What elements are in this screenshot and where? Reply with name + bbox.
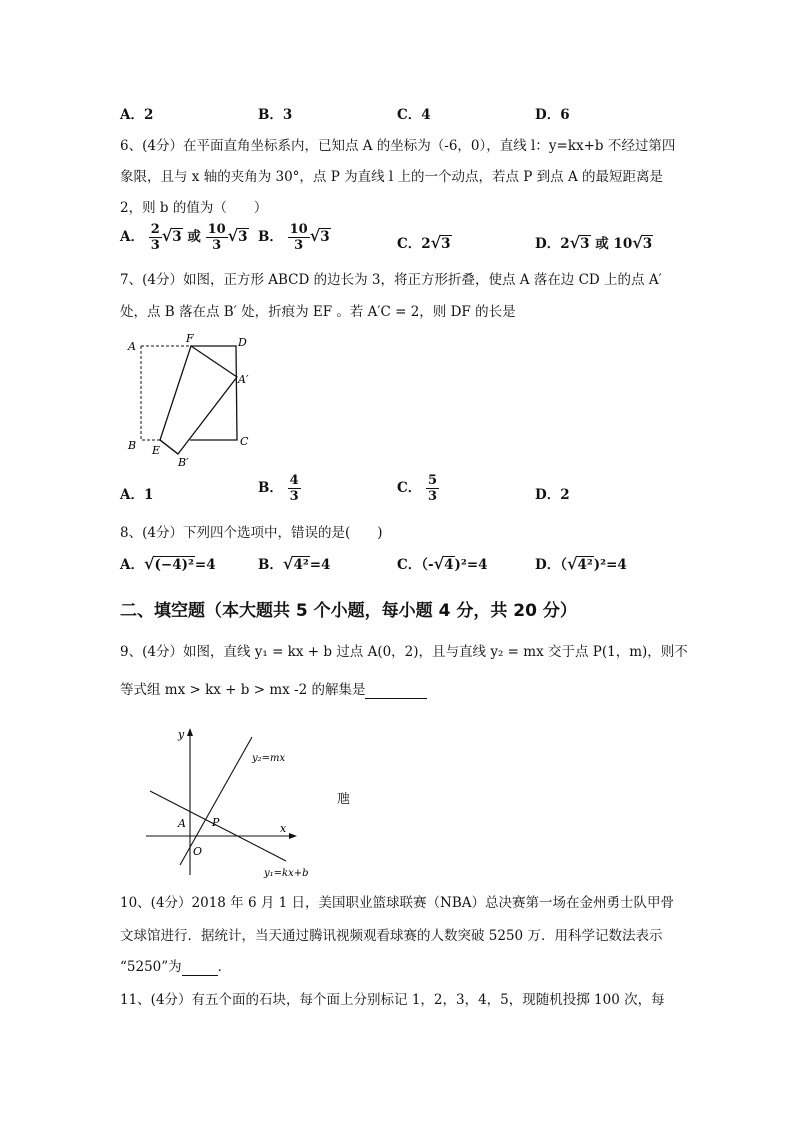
label-y2-eq: y₂=mx	[252, 753, 286, 764]
label-x: x	[280, 822, 287, 835]
answer-blank	[182, 959, 218, 976]
q8-option-d-label: D．（	[535, 557, 567, 573]
sqrt-icon: √	[227, 226, 239, 245]
q7-option-c	[397, 473, 439, 504]
q7-option-c-label: C．	[397, 480, 422, 496]
dashed-left-edge	[141, 346, 160, 440]
fraction: $\frac{5}{3}$	[427, 473, 437, 504]
sqrt-icon: √	[309, 226, 321, 245]
q8-option-a: A．√(−4)²=4	[120, 554, 216, 573]
sqrt-icon: √	[161, 226, 173, 245]
line-y2	[180, 737, 252, 865]
q11-line-1: 11、(4分）有五个面的石块，每个面上分别标记 1，2，3，4，5，现随机投掷 100 次，每	[120, 992, 665, 1008]
label-e: E	[152, 444, 161, 457]
q6-option-c: C．2√3	[397, 233, 451, 252]
q6-option-d: D．2√3 或 10√3	[535, 233, 653, 252]
q5-option-b: B．3	[258, 107, 293, 123]
sqrt-icon: √	[566, 554, 578, 573]
q6-option-c-label: C．2	[397, 236, 431, 252]
q6-option-d-label: D．2	[535, 236, 570, 252]
stray-character: 虺	[337, 792, 351, 807]
square-right-part	[190, 346, 237, 440]
q7-square-figure	[120, 330, 260, 470]
label-a-prime: A′	[238, 373, 249, 386]
section-2-heading: 二、填空题（本大题共 5 个小题，每小题 4 分，共 20 分）	[120, 601, 577, 621]
q8-line-1: 8、(4分）下列四个选项中，错误的是( )	[120, 525, 383, 541]
label-b: B	[128, 439, 137, 452]
q8-option-d: D．（√4²)²=4	[535, 554, 627, 573]
q7-option-b-label: B．	[258, 480, 283, 496]
q5-option-a: A．2	[120, 107, 154, 123]
label-p: P	[212, 816, 220, 829]
q6-option-a: A． $\frac{2}{3}$ √3 或 $\frac{10}{3}$ √3	[120, 222, 248, 253]
q7-option-d: D．2	[535, 487, 570, 503]
label-y1-eq: y₁=kx+b	[264, 868, 309, 879]
q8-option-d-tail: )²=4	[593, 557, 627, 573]
fraction: $\frac{4}{3}$	[289, 473, 299, 504]
fraction: $\frac{10}{3}$	[289, 222, 308, 253]
q8-option-b-tail: =4	[309, 557, 331, 573]
q6-line-3: 2，则 b 的值为（ ）	[120, 200, 268, 216]
x-axis-arrow-icon	[289, 833, 297, 839]
q7-line-1: 7、(4分）如图，正方形 ABCD 的边长为 3，将正方形折叠，使点 A 落在边 CD 上的点 A′	[120, 272, 662, 288]
q6-line-1: 6、(4分）在平面直角坐标系内，已知点 A 的坐标为（-6，0），直线 l：y=kx+b 不经过第四	[120, 138, 676, 154]
y-axis-arrow-icon	[187, 728, 193, 736]
answer-blank	[365, 682, 427, 699]
sqrt-icon: √	[569, 233, 581, 252]
q10-line-3-text: “5250”为	[120, 959, 182, 975]
q8-option-a-tail: =4	[194, 557, 216, 573]
q10-line-3	[120, 955, 231, 976]
label-d: D	[238, 336, 247, 349]
q6-option-a-label: A．	[120, 229, 144, 245]
label-y: y	[178, 728, 185, 741]
q10-line-3-end: ．	[217, 959, 232, 975]
q8-option-b-label: B．	[258, 557, 283, 573]
label-a: A	[178, 817, 186, 830]
q9-line-1: 9、(4分）如图，直线 y₁ = kx + b 过点 A(0，2)，且与直线 y₂ = mx 交于点 P(1，m)，则不	[120, 644, 688, 660]
or-text: 或 10	[595, 236, 633, 252]
label-a: A	[128, 340, 136, 353]
q6-option-b: B． $\frac{10}{3}$ √3	[258, 222, 330, 253]
q9-line-2-text: 等式组 mx > kx + b > mx -2 的解集是	[120, 682, 366, 698]
fraction: $\frac{2}{3}$	[150, 222, 160, 253]
q8-option-c-tail: )²=4	[454, 557, 488, 573]
q7-option-a: A．1	[120, 487, 154, 503]
q10-line-2: 文球馆进行．据统计，当天通过腾讯视频观看球赛的人数突破 5250 万．用科学记数法表示	[120, 928, 663, 944]
sqrt-icon: √	[143, 554, 155, 573]
sqrt-icon: √	[282, 554, 294, 573]
q9-graph-figure	[140, 725, 320, 885]
label-b-prime: B′	[178, 456, 189, 469]
q7-line-2: 处，点 B 落在点 B′ 处，折痕为 EF 。若 A′C = 2，则 DF 的长是	[120, 304, 516, 320]
q9-line-2	[120, 678, 427, 699]
q5-option-c: C．4	[397, 107, 431, 123]
q6-line-2: 象限，且与 x 轴的夹角为 30°，点 P 为直线 l 上的一个动点，若点 P 到点 A 的最短距离是	[120, 169, 663, 185]
q7-option-b	[258, 473, 301, 504]
q8-option-a-label: A．	[120, 557, 144, 573]
q10-line-1: 10、(4分）2018 年 6 月 1 日，美国职业篮球联赛（NBA）总决赛第一场在金州勇士队甲骨	[120, 895, 675, 911]
label-o: O	[193, 845, 203, 858]
fraction: $\frac{10}{3}$	[207, 222, 226, 253]
or-text: 或	[187, 229, 201, 245]
q8-option-c: C．（-√4)²=4	[397, 554, 488, 573]
folded-part	[160, 346, 237, 454]
label-f: F	[186, 332, 194, 345]
sqrt-icon: √	[433, 554, 445, 573]
q8-option-b: B．√4²=4	[258, 554, 331, 573]
sqrt-icon: √	[430, 233, 442, 252]
q6-option-b-label: B．	[258, 229, 283, 245]
label-c: C	[240, 435, 249, 448]
fold-bottom-edge	[160, 440, 178, 454]
sqrt-icon: √	[632, 233, 643, 252]
q8-option-c-label: C．（-	[397, 557, 434, 573]
q5-option-d: D．6	[535, 107, 570, 123]
